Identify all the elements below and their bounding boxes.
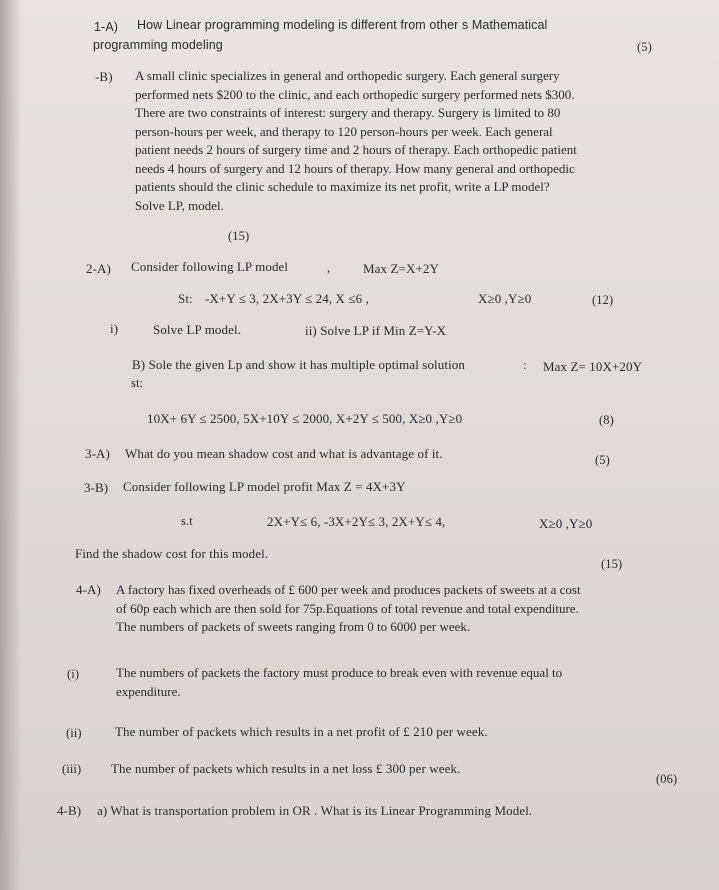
q2a-i-label: i) — [110, 321, 119, 336]
q2a-st-label: St: — [178, 291, 193, 306]
q3b-find-text: Find the shadow cost for this model. — [75, 546, 269, 561]
q1b-line: There are two constraints of interest: surgery and therapy. Surgery is limited to 80 — [135, 105, 561, 120]
q4a-iii-text: The number of packets which results in a net loss £ 300 per week. — [111, 761, 461, 776]
q1b-line: Solve LP, model. — [135, 197, 224, 213]
q1b-line: patients should the clinic schedule to maximize its net profit, write a LP model? — [135, 179, 550, 194]
q3b-constraints: 2X+Y≤ 6, -3X+2Y≤ 3, 2X+Y≤ 4, — [267, 514, 446, 529]
q1a-text-line2: programming modeling — [93, 38, 223, 52]
q4a-line: A factory has fixed overheads of £ 600 per week and produces packets of sweets at a cost — [116, 582, 581, 597]
q2b-objective: Max Z= 10X+20Y — [543, 359, 643, 374]
q2b-marks: (8) — [599, 413, 614, 427]
q4a-i-label: (i) — [67, 667, 80, 681]
q2b-colon: : — [523, 357, 527, 372]
q4a-i-line: expenditure. — [116, 683, 181, 699]
q4a-label: 4-A) — [76, 582, 101, 597]
q4a-line: of 60p each which are then sold for 75p.Equations of total revenue and total expenditure. — [116, 600, 579, 616]
q1a-label: 1-A) — [94, 20, 119, 34]
q1a-text-line1: How Linear programming modeling is different from other s Mathematical — [137, 18, 548, 32]
q1b-marks: (15) — [228, 229, 250, 243]
q3b-label: 3-B) — [84, 480, 109, 495]
q2a-constraints: -X+Y ≤ 3, 2X+3Y ≤ 24, X ≤6 , — [205, 291, 369, 306]
q4a-ii-text: The number of packets which results in a net profit of £ 210 per week. — [115, 724, 488, 739]
q2a-comma: , — [327, 260, 331, 275]
q2a-label: 2-A) — [86, 261, 111, 276]
q2a-objective: Max Z=X+2Y — [363, 261, 439, 276]
q4a-paragraph — [116, 581, 581, 637]
q3b-marks: (15) — [601, 557, 623, 571]
q2b-text: B) Sole the given Lp and show it has multiple optimal solution — [132, 357, 465, 372]
q4a-iii-label: (iii) — [62, 762, 82, 776]
q2a-text: Consider following LP model — [131, 259, 289, 274]
q3a-label: 3-A) — [85, 446, 110, 461]
q3a-text: What do you mean shadow cost and what is advantage of it. — [125, 446, 443, 461]
q4a-line: The numbers of packets of sweets ranging from 0 to 6000 per week. — [116, 619, 471, 634]
q4a-marks: (06) — [656, 772, 678, 786]
q4a-ii-label: (ii) — [66, 726, 82, 740]
q1b-paragraph — [135, 67, 577, 215]
page-edge-shadow — [0, 0, 22, 890]
q4b-label: 4-B) — [57, 803, 82, 818]
q1b-line: person-hours per week, and therapy to 120 person-hours per week. Each general — [135, 123, 553, 139]
q2b-st: st: — [131, 376, 144, 390]
q2a-nonnegativity: X≥0 ,Y≥0 — [478, 291, 532, 306]
q3a-marks: (5) — [595, 453, 610, 467]
q2b-constraints: 10X+ 6Y ≤ 2500, 5X+10Y ≤ 2000, X+2Y ≤ 500, X≥0 ,Y≥0 — [147, 411, 463, 426]
q1b-line: patient needs 2 hours of surgery time and 2 hours of therapy. Each orthopedic patient — [135, 142, 577, 157]
q1a-marks: (5) — [637, 40, 652, 54]
q2a-marks: (12) — [592, 293, 614, 307]
q3b-st: s.t — [181, 514, 193, 528]
q1b-line: A small clinic specializes in general and orthopedic surgery. Each general surgery — [135, 68, 560, 83]
q2a-ii-text: ii) Solve LP if Min Z=Y-X — [305, 323, 447, 338]
q2a-i-text: Solve LP model. — [153, 322, 242, 337]
q1b-label: -B) — [95, 69, 113, 84]
q4a-i-paragraph — [116, 664, 562, 701]
q3b-text: Consider following LP model profit Max Z = 4X+3Y — [123, 479, 406, 494]
q4a-i-line: The numbers of packets the factory must produce to break even with revenue equal to — [116, 665, 563, 680]
q1b-line: needs 4 hours of surgery and 12 hours of therapy. How many general and orthopedic — [135, 160, 575, 176]
q3b-nonnegativity: X≥0 ,Y≥0 — [539, 516, 593, 531]
q4b-text: a) What is transportation problem in OR . What is its Linear Programming Model. — [97, 803, 533, 818]
q1b-line: performed nets $200 to the clinic, and each orthopedic surgery performed nets $300. — [135, 86, 575, 102]
